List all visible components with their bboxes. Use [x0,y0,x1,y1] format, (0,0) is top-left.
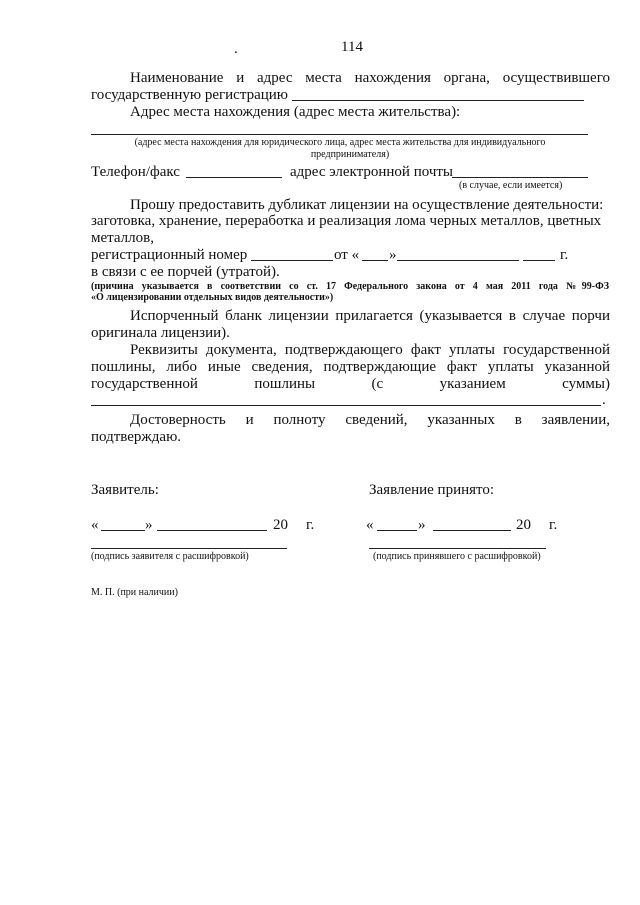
org-name-label-line-1: Наименование и адрес места нахождения органа, осуществившего [130,70,610,86]
confirm-line-2: подтверждаю. [91,429,182,445]
org-name-label-line-2: государственную регистрацию [91,87,288,103]
address-caption-line-2: предпринимателя) [310,149,390,160]
applicant-signature-caption: (подпись заявителя с расшифровкой) [91,551,249,562]
reg-date-day-field[interactable] [362,260,388,261]
email-field[interactable] [452,177,588,178]
payment-line-2: пошлины, либо иные сведения, подтверждающие факт уплаты указанной [91,359,610,375]
accepted-label: Заявление принято: [369,482,495,498]
applicant-signature-field[interactable] [91,548,287,549]
request-line-3: металлов, [91,230,154,246]
applicant-date-close-quote: » [145,517,153,533]
applicant-label: Заявитель: [91,482,159,498]
phone-field[interactable] [186,177,282,178]
email-caption: (в случае, если имеется) [459,180,563,191]
reg-date-quote-close: » [389,247,397,263]
reg-date-year-field[interactable] [523,260,555,261]
reason-caption-line-1: (причина указывается в соответствии со ст. 17 Федерального закона от 4 мая 2011 года №99-ФЗ [91,281,609,292]
reg-number-label: регистрационный номер [91,247,248,263]
accepted-date-year: 20 [516,517,531,533]
seal-label: М. П. (при наличии) [91,587,178,598]
payment-details-field[interactable] [91,405,601,406]
damage-line: в связи с ее порчей (утратой). [91,264,280,280]
payment-end-mark: . [602,392,606,408]
spoiled-line-1: Испорченный бланк лицензии прилагается (указывается в случае порчи [130,308,610,324]
applicant-date-open-quote: « [91,517,99,533]
payment-line-1: Реквизиты документа, подтверждающего факт уплаты государственной [130,342,610,358]
reg-date-from: от « [334,247,360,263]
request-line-2: заготовка, хранение, переработка и реализация лома черных металлов, цветных [91,213,602,229]
accepted-date-open-quote: « [366,517,374,533]
applicant-date-year: 20 [273,517,288,533]
reg-number-field[interactable] [251,260,333,261]
confirm-line-1: Достоверность и полноту сведений, указанных в заявлении, [130,412,610,428]
accepted-date-month-field[interactable] [433,530,511,531]
page-number: 114 [341,39,363,55]
address-field[interactable] [91,134,588,135]
reason-caption-line-2: «О лицензировании отдельных видов деятельности») [91,292,334,303]
spoiled-line-2: оригинала лицензии). [91,325,230,341]
stray-mark: . [234,41,238,57]
accepted-signature-field[interactable] [369,548,546,549]
address-caption-line-1: (адрес места нахождения для юридического лица, адрес места жительства для индивидуального [134,137,546,148]
applicant-date-day-field[interactable] [101,530,145,531]
accepted-signature-caption: (подпись принявшего с расшифровкой) [373,551,541,562]
accepted-date-close-quote: » [418,517,426,533]
applicant-date-month-field[interactable] [157,530,267,531]
phone-label: Телефон/факс [91,164,180,180]
email-label: адрес электронной почты [290,164,454,180]
payment-line-3: государственной пошлины (с указанием суммы) [91,376,610,392]
applicant-date-g: г. [306,517,315,533]
org-name-field[interactable] [292,100,584,101]
request-line-1: Прошу предоставить дубликат лицензии на осуществление деятельности: [130,197,604,213]
address-label: Адрес места нахождения (адрес места жительства): [130,104,461,120]
reg-year-label: г. [560,247,569,263]
reg-date-month-field[interactable] [397,260,519,261]
accepted-date-g: г. [549,517,558,533]
accepted-date-day-field[interactable] [377,530,417,531]
